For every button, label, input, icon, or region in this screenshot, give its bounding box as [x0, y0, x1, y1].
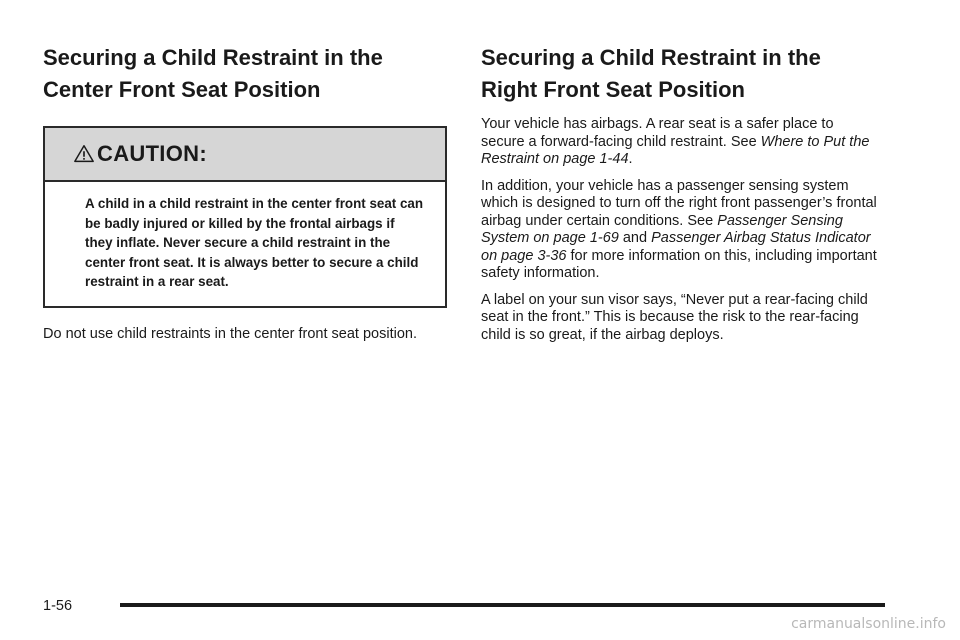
right-paragraph-2: In addition, your vehicle has a passenger sensing system which is designed to turn off the right front passenger’s frontal airbag under certain conditions. See Passenger Sensing System on page 1-69 and Passenger Airbag Status Indicator on page 3-36 for more information on this, including important safety information.: [481, 177, 877, 281]
caution-text: A child in a child restraint in the center front seat can be badly injured or killed by the frontal airbags if they inflate. Never secure a child restraint in the center front seat. It is always better to secure a child restraint in a rear seat.: [85, 196, 424, 290]
right-paragraph-1: Your vehicle has airbags. A rear seat is a safer place to secure a forward-facing child restraint. See Where to Put the Restraint on page 1-44.: [481, 116, 870, 167]
caution-title: CAUTION:: [97, 141, 207, 166]
caution-header: [45, 128, 445, 182]
footer-divider: [120, 603, 885, 607]
cross-reference-link[interactable]: Passenger Sensing System on page 1-69: [481, 212, 843, 246]
page-number: 1-56: [43, 598, 73, 614]
right-section-heading: Securing a Child Restraint in the Right Front Seat Position: [481, 45, 821, 102]
caution-box: [43, 126, 447, 308]
watermark: carmanualsonline.info: [791, 616, 946, 632]
left-paragraph: Do not use child restraints in the center front seat position.: [43, 325, 417, 342]
right-paragraph-3: A label on your sun visor says, “Never put a rear-facing child seat in the front.” This is because the risk to the rear-facing child is so great, if the airbag deploys.: [481, 291, 868, 343]
cross-reference-link[interactable]: Where to Put the Restraint on page 1-44: [481, 133, 870, 167]
left-column: [43, 42, 447, 352]
cross-reference-link[interactable]: Passenger Airbag Status Indicator on page 3-36: [481, 230, 871, 264]
warning-triangle-icon: [73, 143, 95, 165]
right-column: [481, 42, 881, 353]
left-section-heading: Securing a Child Restraint in the Center Front Seat Position: [43, 45, 383, 102]
